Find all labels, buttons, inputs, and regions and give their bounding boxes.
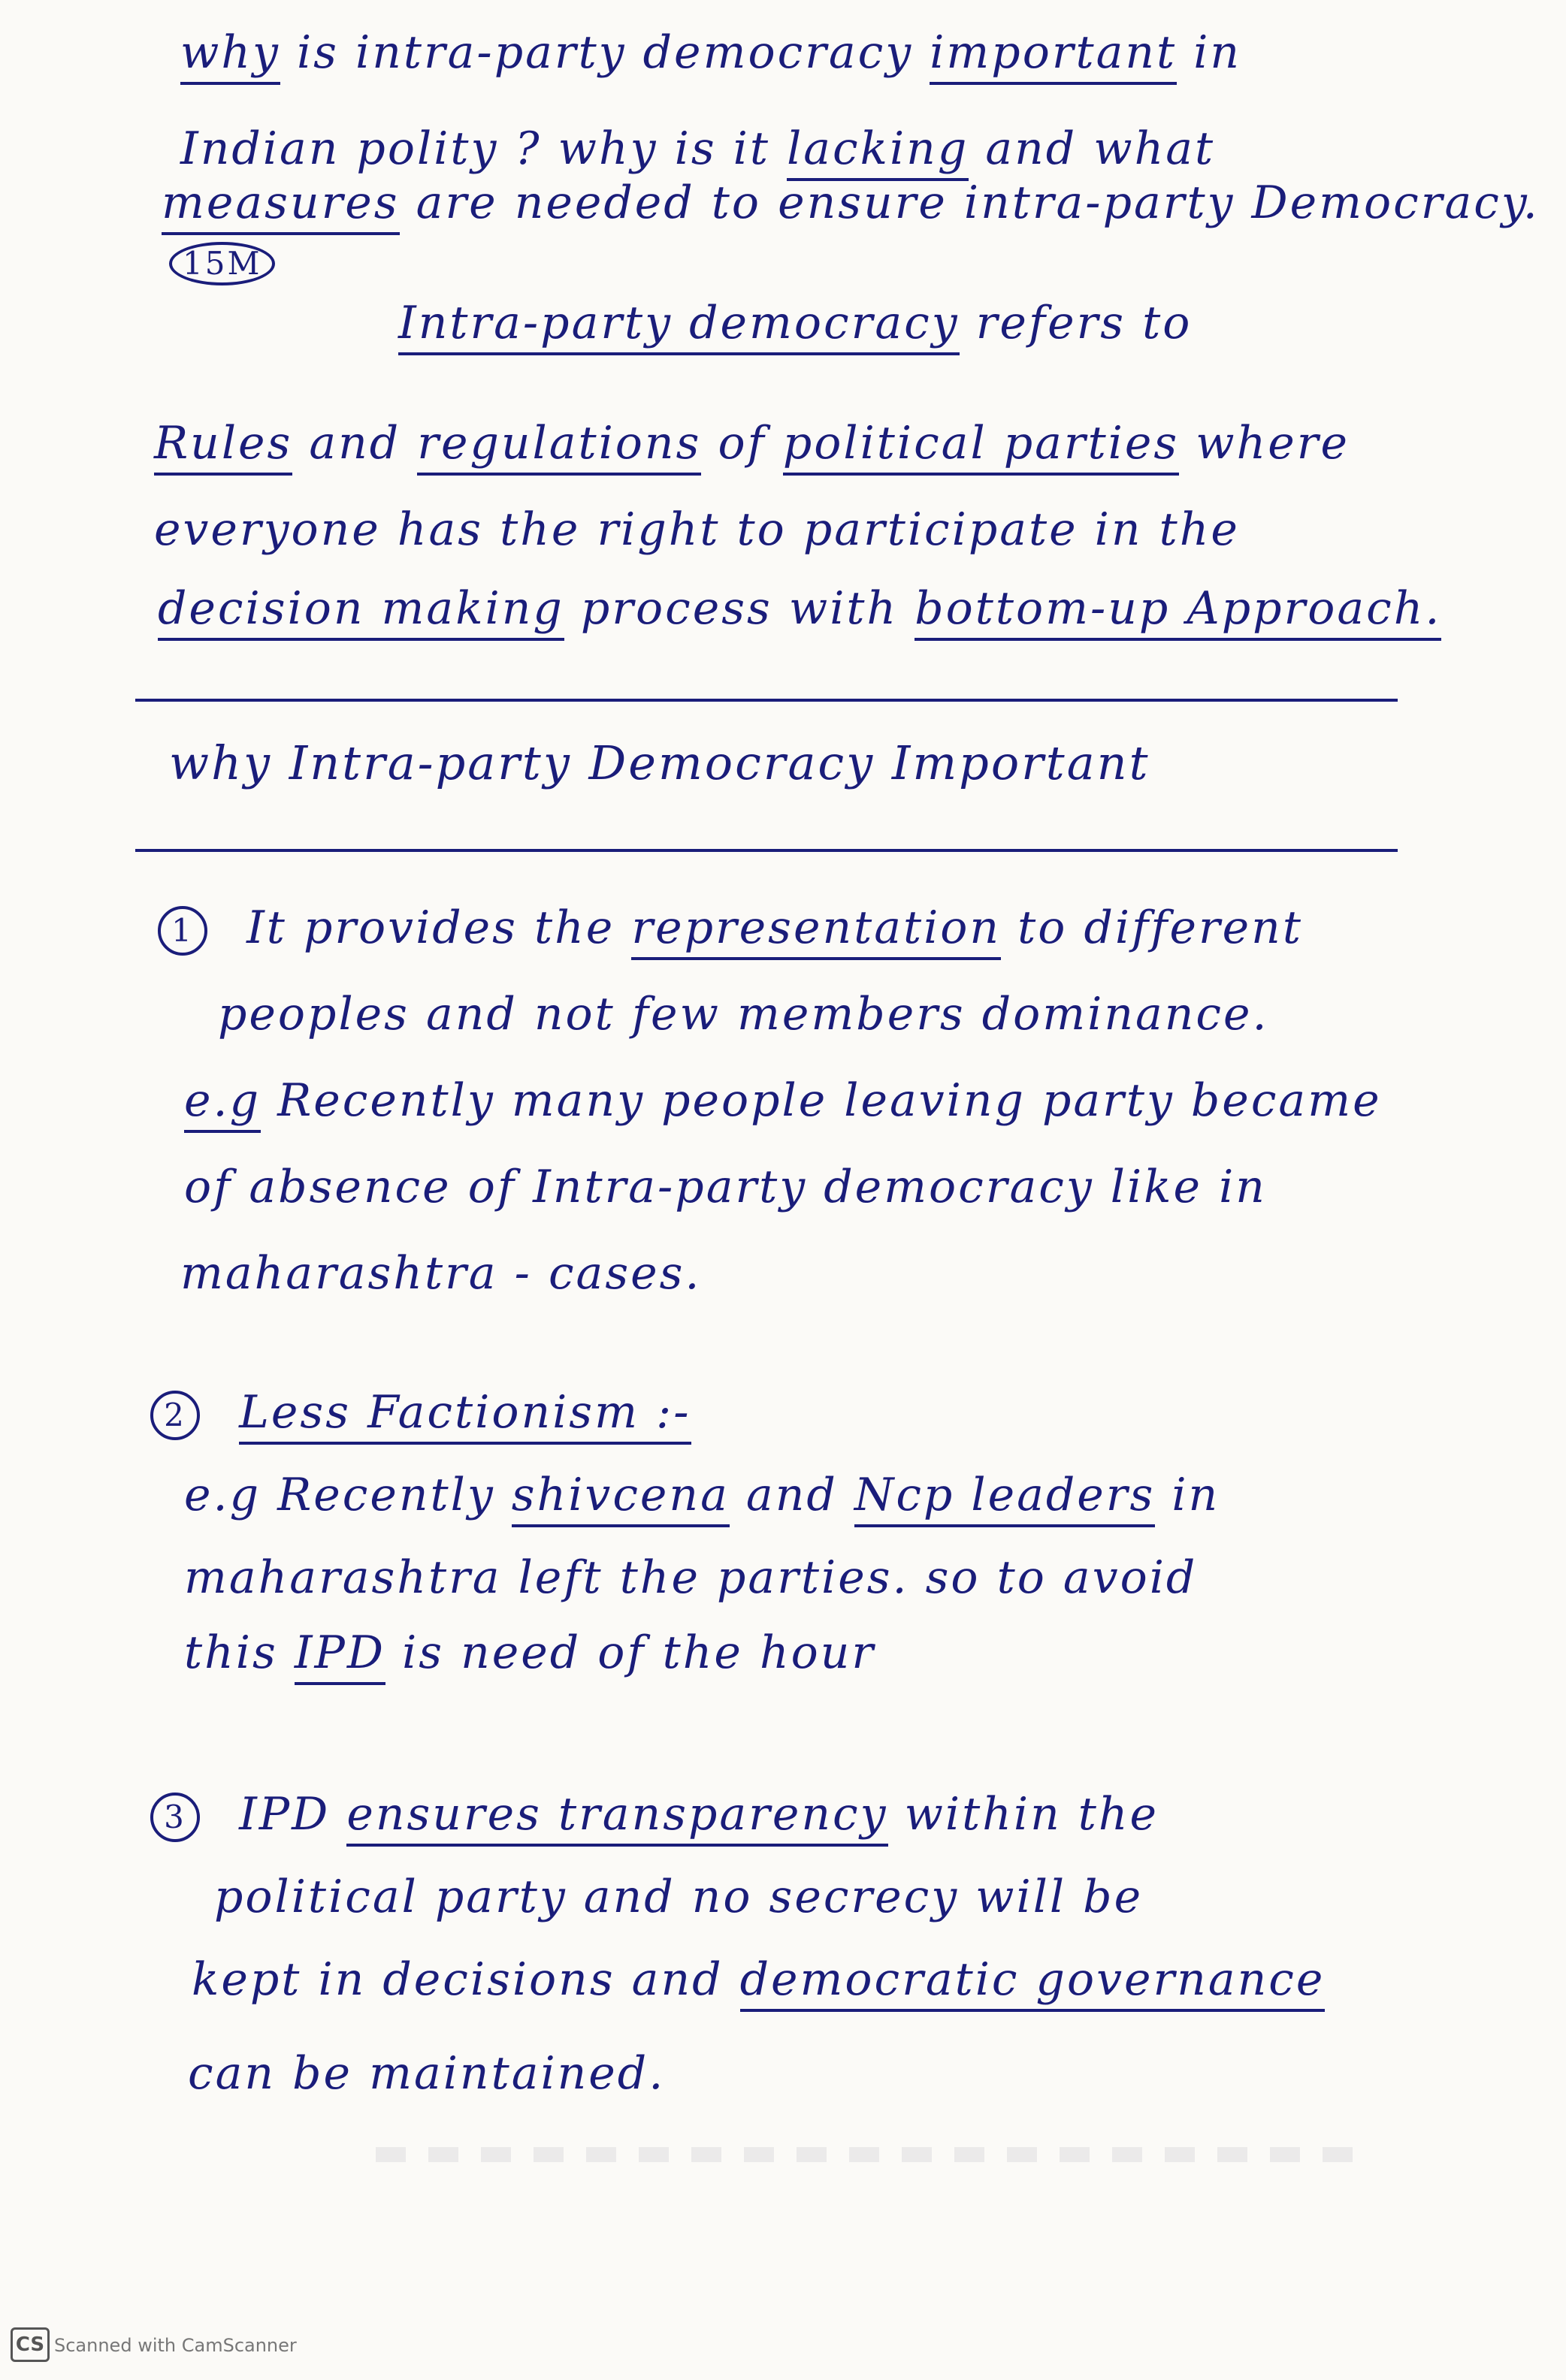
point-text: in: [1171, 1469, 1220, 1521]
definition-line-1: [398, 297, 1193, 349]
question-line-1: [180, 26, 1242, 79]
point-3-line-3: [192, 1953, 1326, 2006]
point-3-line-4: [188, 2047, 666, 2100]
heading-text: why Intra-party Democracy Important: [169, 735, 1150, 790]
q-lacking: lacking: [787, 122, 969, 181]
point-3-line-1: [150, 1788, 1159, 1842]
camscanner-logo-icon: CS: [11, 2327, 50, 2362]
point-ipd: IPD: [295, 1626, 385, 1685]
point-1-line-4: [184, 1161, 1267, 1213]
bleed-through: [376, 2147, 1353, 2162]
point-2-line-1: [184, 1469, 1220, 1521]
point-text: political party and no secrecy will be: [214, 1871, 1144, 1923]
point-text: within the: [904, 1788, 1159, 1841]
point-shivcena: shivcena: [512, 1469, 730, 1527]
point-text: to different: [1017, 902, 1303, 954]
point-representation: representation: [631, 902, 1001, 960]
question-line-2: [180, 122, 1216, 175]
point-ncp-leaders: Ncp leaders: [854, 1469, 1155, 1527]
point-1-line-2: [218, 988, 1269, 1040]
definition-line-3: [154, 503, 1240, 556]
def-text: of: [718, 417, 766, 470]
q-why: why: [180, 26, 280, 85]
point-text: is need of the hour: [402, 1626, 876, 1679]
point-text: and: [745, 1469, 838, 1521]
point-1-line-3: [184, 1074, 1382, 1127]
def-political-parties: political parties: [783, 417, 1179, 476]
def-bottom-up: bottom-up Approach.: [915, 582, 1441, 641]
point-title: Less Factionism :-: [239, 1386, 691, 1445]
divider-line: [135, 699, 1398, 702]
def-term: Intra-party democracy: [398, 297, 960, 355]
point-text: It provides the: [246, 902, 615, 954]
def-text: process with: [580, 582, 899, 635]
question-marks: [169, 237, 275, 285]
point-democratic-governance: democratic governance: [740, 1953, 1326, 2012]
def-text: and: [309, 417, 401, 470]
point-2-line-2: [184, 1551, 1198, 1604]
def-text: where: [1196, 417, 1350, 470]
definition-line-4: [158, 582, 1442, 635]
point-number: 3: [150, 1793, 200, 1842]
divider-line: [135, 849, 1398, 852]
definition-line-2: [154, 417, 1350, 470]
q-text: Indian polity ? why is it: [180, 122, 770, 175]
point-text: maharashtra - cases.: [180, 1247, 702, 1300]
point-number: 1: [158, 906, 207, 956]
def-rules: Rules: [154, 417, 292, 476]
point-text: of absence of Intra-party democracy like in: [184, 1161, 1267, 1213]
point-2-line-3: [184, 1626, 876, 1679]
point-text: kept in decisions and: [192, 1953, 724, 2006]
q-text: are needed to ensure intra-party Democracy.: [416, 177, 1540, 229]
point-2-title: [150, 1386, 691, 1440]
point-eg: e.g: [184, 1469, 261, 1521]
point-ensures-transparency: ensures transparency: [346, 1788, 887, 1847]
q-important: important: [930, 26, 1177, 85]
point-1-line-5: [180, 1247, 702, 1300]
point-eg: e.g: [184, 1074, 261, 1133]
camscanner-watermark: Scanned with CamScanner: [54, 2335, 297, 2356]
def-regulations: regulations: [417, 417, 701, 476]
point-text: Recently many people leaving party became: [277, 1074, 1382, 1127]
def-decision-making: decision making: [158, 582, 564, 641]
point-text: maharashtra left the parties. so to avoid: [184, 1551, 1198, 1604]
point-text: peoples and not few members dominance.: [218, 988, 1269, 1040]
marks-badge: 15M: [169, 242, 275, 285]
point-1-line-1: [158, 902, 1303, 956]
q-measures: measures: [162, 177, 400, 235]
def-text: everyone has the right to participate in the: [154, 503, 1240, 556]
def-text: refers to: [975, 297, 1193, 349]
section-heading: [169, 735, 1150, 790]
q-in: in: [1193, 26, 1242, 79]
point-number: 2: [150, 1391, 200, 1440]
point-ipd: IPD: [239, 1788, 331, 1841]
question-line-3: [162, 177, 1540, 229]
point-3-line-2: [214, 1871, 1144, 1923]
point-text: can be maintained.: [188, 2047, 666, 2100]
point-text: Recently: [277, 1469, 495, 1521]
point-text: this: [184, 1626, 278, 1679]
q-text: is intra-party democracy: [296, 26, 914, 79]
q-text: and what: [985, 122, 1216, 175]
